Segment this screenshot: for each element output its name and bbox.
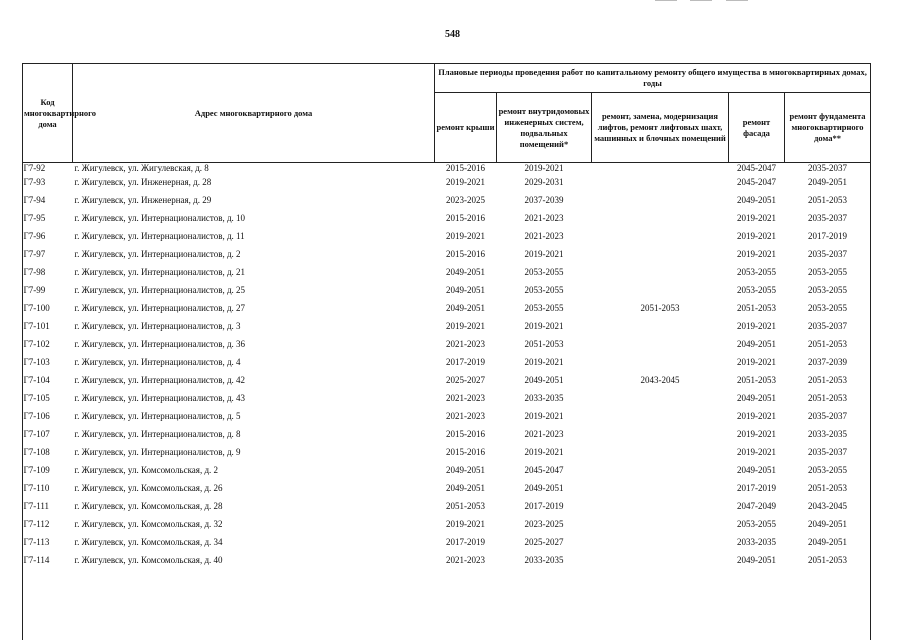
row-facade-period: 2053-2055 (737, 267, 776, 277)
row-code: Г7-94 (23, 195, 46, 205)
row-foundation-period: 2053-2055 (808, 267, 848, 277)
row-elevators-period (592, 411, 729, 429)
row-systems-period: 2023-2025 (524, 519, 564, 529)
row-foundation-period: 2051-2053 (808, 393, 848, 403)
row-facade-period: 2053-2055 (737, 519, 776, 529)
row-address: г. Жигулевск, ул. Комсомольская, д. 2 (74, 465, 219, 475)
row-systems-period: 2019-2021 (524, 321, 564, 331)
row-foundation-period: 2035-2037 (808, 249, 848, 259)
row-elevators-period (592, 393, 729, 411)
table-row (23, 447, 871, 465)
table-row (23, 303, 871, 321)
page-number: 548 (445, 29, 460, 40)
row-code: Г7-108 (23, 447, 50, 457)
row-foundation-period: 2051-2053 (808, 555, 848, 565)
row-elevators-period (592, 501, 729, 519)
row-systems-period: 2019-2021 (524, 249, 564, 259)
row-code: Г7-105 (23, 393, 50, 403)
row-facade-period: 2019-2021 (737, 411, 776, 421)
row-code: Г7-111 (23, 501, 50, 511)
row-address: г. Жигулевск, ул. Интернационалистов, д. 25 (74, 285, 246, 295)
row-foundation-period: 2051-2053 (808, 195, 848, 205)
header-facade: ремонт фасада (729, 93, 785, 163)
row-facade-period: 2017-2019 (737, 483, 776, 493)
row-roof-period: 2015-2016 (446, 163, 485, 173)
table-row (23, 411, 871, 429)
row-foundation-period: 2051-2053 (808, 339, 848, 349)
row-foundation-period: 2051-2053 (808, 375, 848, 385)
row-address: г. Жигулевск, ул. Комсомольская, д. 28 (74, 501, 223, 511)
row-facade-period: 2019-2021 (737, 429, 776, 439)
row-address: г. Жигулевск, ул. Интернационалистов, д. 27 (74, 303, 246, 313)
row-foundation-period: 2053-2055 (808, 285, 848, 295)
table-body (23, 163, 871, 574)
row-roof-period: 2017-2019 (446, 537, 485, 547)
row-address: г. Жигулевск, ул. Интернационалистов, д. 5 (74, 411, 241, 421)
row-foundation-period: 2037-2039 (808, 357, 848, 367)
header-code: Код многоквартирного дома (23, 64, 73, 163)
row-systems-period: 2033-2035 (524, 555, 564, 565)
row-systems-period: 2019-2021 (524, 447, 564, 457)
row-foundation-period: 2035-2037 (808, 447, 848, 457)
row-systems-period: 2029-2031 (524, 177, 564, 187)
row-roof-period: 2021-2023 (446, 393, 485, 403)
row-systems-period: 2053-2055 (524, 285, 564, 295)
row-roof-period: 2049-2051 (446, 303, 485, 313)
row-facade-period: 2019-2021 (737, 249, 776, 259)
row-code: Г7-97 (23, 249, 46, 259)
row-facade-period: 2019-2021 (737, 357, 776, 367)
row-foundation-period: 2035-2037 (808, 321, 848, 331)
row-code: Г7-93 (23, 177, 46, 187)
row-address: г. Жигулевск, ул. Интернационалистов, д. 9 (74, 447, 241, 457)
table-row (23, 177, 871, 195)
row-roof-period: 2017-2019 (446, 357, 485, 367)
row-elevators-period (592, 249, 729, 267)
row-code: Г7-106 (23, 411, 50, 421)
table-row (23, 339, 871, 357)
row-foundation-period: 2035-2037 (808, 213, 848, 223)
row-systems-period: 2045-2047 (524, 465, 564, 475)
header-roof: ремонт крыши (435, 93, 497, 163)
table-row (23, 501, 871, 519)
row-code: Г7-114 (23, 555, 50, 565)
row-code: Г7-92 (23, 163, 46, 173)
row-foundation-period: 2051-2053 (808, 483, 848, 493)
row-code: Г7-104 (23, 375, 50, 385)
row-systems-period: 2033-2035 (524, 393, 564, 403)
row-elevators-period (592, 339, 729, 357)
row-facade-period: 2045-2047 (737, 163, 776, 173)
row-elevators-period (592, 213, 729, 231)
row-systems-period: 2017-2019 (524, 501, 564, 511)
row-foundation-period: 2053-2055 (808, 303, 848, 313)
table-row (23, 537, 871, 555)
header-elevators: ремонт, замена, модернизация лифтов, ремонт лифтовых шахт, машинных и блочных помещений (592, 93, 729, 163)
row-address: г. Жигулевск, ул. Интернационалистов, д. 2 (74, 249, 241, 259)
row-address: г. Жигулевск, ул. Интернационалистов, д. 3 (74, 321, 241, 331)
row-elevators-period (592, 267, 729, 285)
row-facade-period: 2049-2051 (737, 465, 776, 475)
row-address: г. Жигулевск, ул. Жигулевская, д. 8 (74, 163, 209, 173)
row-systems-period: 2021-2023 (524, 213, 564, 223)
row-elevators-period (592, 483, 729, 501)
row-code: Г7-101 (23, 321, 50, 331)
row-foundation-period: 2049-2051 (808, 177, 848, 187)
row-address: г. Жигулевск, ул. Интернационалистов, д. 11 (74, 231, 245, 241)
row-systems-period: 2053-2055 (524, 267, 564, 277)
row-foundation-period: 2017-2019 (808, 231, 848, 241)
row-roof-period: 2025-2027 (446, 375, 485, 385)
row-facade-period: 2051-2053 (737, 303, 776, 313)
scan-mark (726, 0, 748, 1)
row-facade-period: 2019-2021 (737, 213, 776, 223)
row-elevators-period (592, 465, 729, 483)
row-elevators-period (592, 429, 729, 447)
row-roof-period: 2049-2051 (446, 483, 485, 493)
row-foundation-period: 2043-2045 (808, 501, 848, 511)
row-systems-period: 2025-2027 (524, 537, 564, 547)
row-code: Г7-109 (23, 465, 50, 475)
row-systems-period: 2021-2023 (524, 231, 564, 241)
row-systems-period: 2019-2021 (524, 411, 564, 421)
row-elevators-period (592, 357, 729, 375)
row-address: г. Жигулевск, ул. Интернационалистов, д. 43 (74, 393, 246, 403)
row-address: г. Жигулевск, ул. Интернационалистов, д. 10 (74, 213, 246, 223)
row-roof-period: 2015-2016 (446, 213, 485, 223)
table-row (23, 375, 871, 393)
row-address: г. Жигулевск, ул. Инженерная, д. 28 (74, 177, 212, 187)
row-code: Г7-107 (23, 429, 50, 439)
row-facade-period: 2047-2049 (737, 501, 776, 511)
row-foundation-period: 2049-2051 (808, 537, 848, 547)
row-elevators-period: 2051-2053 (640, 303, 680, 313)
header-group: Плановые периоды проведения работ по капитальному ремонту общего имущества в многоквартирных домах, годы (435, 64, 871, 93)
header-foundation: ремонт фундамента многоквартирного дома** (785, 93, 871, 163)
row-roof-period: 2049-2051 (446, 285, 485, 295)
row-address: г. Жигулевск, ул. Комсомольская, д. 26 (74, 483, 223, 493)
table-row (23, 213, 871, 231)
row-address: г. Жигулевск, ул. Комсомольская, д. 40 (74, 555, 223, 565)
row-facade-period: 2049-2051 (737, 555, 776, 565)
repair-schedule-table (22, 63, 871, 573)
row-roof-period: 2021-2023 (446, 339, 485, 349)
row-systems-period: 2019-2021 (524, 163, 564, 173)
table-row (23, 555, 871, 573)
row-elevators-period (592, 555, 729, 573)
row-foundation-period: 2049-2051 (808, 519, 848, 529)
row-elevators-period (592, 285, 729, 303)
table-row (23, 195, 871, 213)
row-roof-period: 2019-2021 (446, 519, 485, 529)
row-systems-period: 2051-2053 (524, 339, 564, 349)
row-roof-period: 2021-2023 (446, 411, 485, 421)
row-address: г. Жигулевск, ул. Интернационалистов, д. 36 (74, 339, 246, 349)
row-facade-period: 2045-2047 (737, 177, 776, 187)
row-roof-period: 2015-2016 (446, 429, 485, 439)
scan-mark (690, 0, 712, 1)
row-systems-period: 2021-2023 (524, 429, 564, 439)
row-facade-period: 2053-2055 (737, 285, 776, 295)
row-elevators-period (592, 519, 729, 537)
row-elevators-period (592, 195, 729, 213)
table-row (23, 483, 871, 501)
row-address: г. Жигулевск, ул. Интернационалистов, д. 21 (74, 267, 246, 277)
table-row (23, 429, 871, 447)
row-roof-period: 2023-2025 (446, 195, 485, 205)
row-elevators-period (592, 177, 729, 195)
row-systems-period: 2049-2051 (524, 375, 564, 385)
row-foundation-period: 2053-2055 (808, 465, 848, 475)
table-row (23, 267, 871, 285)
table-row (23, 393, 871, 411)
row-foundation-period: 2035-2037 (808, 163, 848, 173)
row-roof-period: 2019-2021 (446, 177, 485, 187)
row-facade-period: 2033-2035 (737, 537, 776, 547)
row-code: Г7-98 (23, 267, 46, 277)
row-elevators-period (592, 321, 729, 339)
row-facade-period: 2049-2051 (737, 195, 776, 205)
row-elevators-period (592, 537, 729, 555)
table-row (23, 519, 871, 537)
row-systems-period: 2019-2021 (524, 357, 564, 367)
row-elevators-period (592, 231, 729, 249)
row-code: Г7-96 (23, 231, 46, 241)
row-code: Г7-99 (23, 285, 46, 295)
row-address: г. Жигулевск, ул. Инженерная, д. 29 (74, 195, 212, 205)
table-row (23, 357, 871, 375)
row-elevators-period (592, 163, 729, 178)
row-elevators-period (592, 447, 729, 465)
row-code: Г7-102 (23, 339, 50, 349)
row-facade-period: 2049-2051 (737, 339, 776, 349)
row-code: Г7-103 (23, 357, 50, 367)
row-code: Г7-110 (23, 483, 50, 493)
header-systems: ремонт внутридомовых инженерных систем, подвальных помещений* (497, 93, 592, 163)
table-row (23, 231, 871, 249)
row-facade-period: 2049-2051 (737, 393, 776, 403)
table-row (23, 465, 871, 483)
row-roof-period: 2049-2051 (446, 465, 485, 475)
row-code: Г7-95 (23, 213, 46, 223)
row-facade-period: 2019-2021 (737, 447, 776, 457)
table-row (23, 163, 871, 178)
row-foundation-period: 2035-2037 (808, 411, 848, 421)
row-address: г. Жигулевск, ул. Комсомольская, д. 32 (74, 519, 223, 529)
row-code: Г7-113 (23, 537, 50, 547)
header-address: Адрес многоквартирного дома (73, 64, 435, 163)
row-roof-period: 2051-2053 (446, 501, 485, 511)
row-address: г. Жигулевск, ул. Комсомольская, д. 34 (74, 537, 223, 547)
row-roof-period: 2049-2051 (446, 267, 485, 277)
row-address: г. Жигулевск, ул. Интернационалистов, д. 4 (74, 357, 241, 367)
row-roof-period: 2015-2016 (446, 447, 485, 457)
row-systems-period: 2037-2039 (524, 195, 564, 205)
row-facade-period: 2019-2021 (737, 321, 776, 331)
row-systems-period: 2049-2051 (524, 483, 564, 493)
row-address: г. Жигулевск, ул. Интернационалистов, д. 42 (74, 375, 246, 385)
row-roof-period: 2019-2021 (446, 231, 485, 241)
row-facade-period: 2051-2053 (737, 375, 776, 385)
table-row (23, 249, 871, 267)
row-code: Г7-100 (23, 303, 50, 313)
scan-mark (655, 0, 677, 1)
row-code: Г7-112 (23, 519, 50, 529)
row-foundation-period: 2033-2035 (808, 429, 848, 439)
row-roof-period: 2015-2016 (446, 249, 485, 259)
row-elevators-period: 2043-2045 (640, 375, 680, 385)
row-address: г. Жигулевск, ул. Интернационалистов, д. 8 (74, 429, 241, 439)
table-row (23, 321, 871, 339)
table-row (23, 285, 871, 303)
row-roof-period: 2019-2021 (446, 321, 485, 331)
row-facade-period: 2019-2021 (737, 231, 776, 241)
row-systems-period: 2053-2055 (524, 303, 564, 313)
row-roof-period: 2021-2023 (446, 555, 485, 565)
